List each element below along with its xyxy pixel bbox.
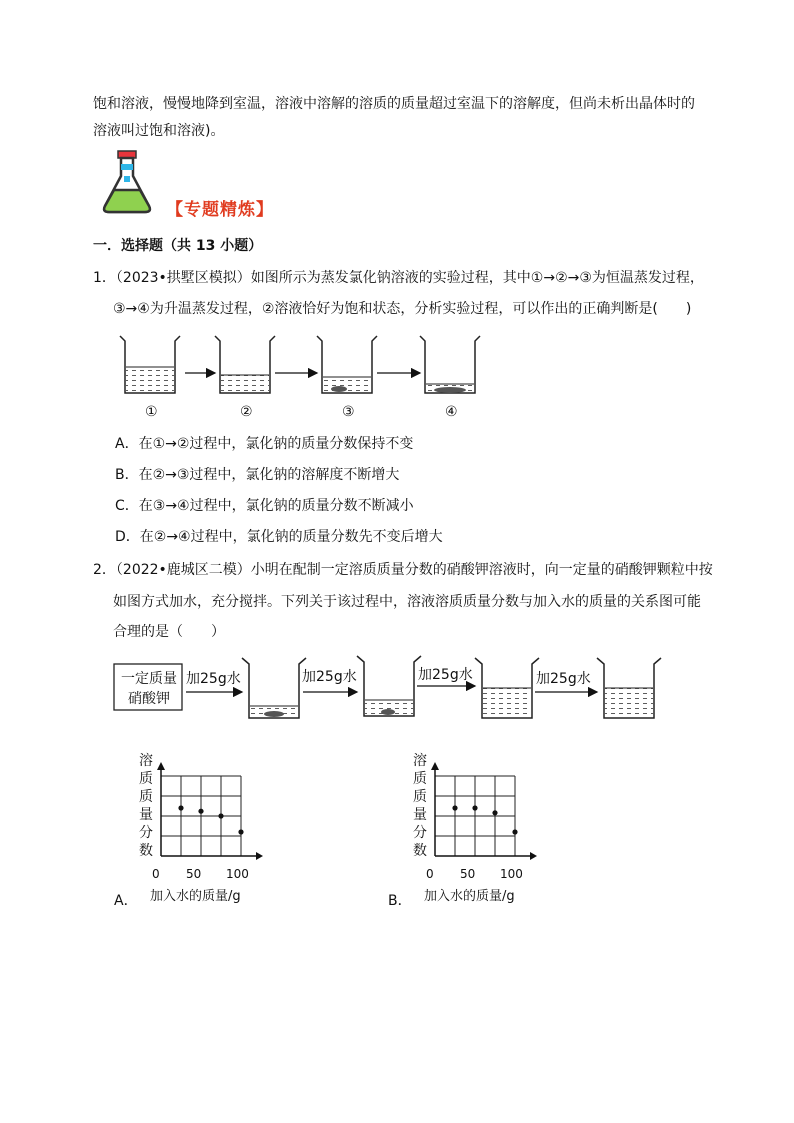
- beaker-label-4: ④: [445, 404, 458, 420]
- data-point: [198, 809, 203, 814]
- data-point: [472, 805, 477, 810]
- q1-beaker-diagram: [115, 333, 485, 408]
- data-point: [218, 813, 223, 818]
- chart-a: [156, 766, 266, 866]
- beaker-label-3: ③: [342, 404, 355, 420]
- q1-option-c[interactable]: C．在③→④过程中，氯化钠的质量分数不断减小: [115, 498, 414, 514]
- q1-option-d[interactable]: D．在②→④过程中，氯化钠的质量分数先不变后增大: [115, 529, 443, 545]
- data-point: [492, 810, 497, 815]
- section-banner-title: 【专题精炼】: [166, 200, 274, 220]
- q1-option-b[interactable]: B．在②→③过程中，氯化钠的溶解度不断增大: [115, 467, 400, 483]
- q2-option-b[interactable]: B．: [388, 893, 412, 909]
- beaker-2: [215, 336, 275, 393]
- chart-b-tick-0: 0: [426, 867, 434, 881]
- chart-b-tick-50: 50: [460, 867, 476, 881]
- data-point: [178, 805, 183, 810]
- chart-a-xlabel: 加入水的质量/g: [150, 889, 241, 904]
- beaker-3: [317, 336, 377, 393]
- chart-a-tick-0: 0: [152, 867, 160, 881]
- q2-beaker-4: [597, 658, 661, 718]
- chart-b-tick-100: 100: [500, 867, 523, 881]
- q2-arrow-label-3: 加25g水: [418, 667, 473, 683]
- beaker-1: [120, 336, 180, 393]
- data-point: [452, 805, 457, 810]
- x-axis-arrow: [256, 852, 263, 860]
- q2-beaker-2: [357, 656, 421, 716]
- q2-stem-line-3: 合理的是（ ）: [113, 624, 225, 640]
- q2-stem-line-2: 如图方式加水，充分搅拌。下列关于该过程中，溶液溶质质量分数与加入水的质量的关系图可能: [113, 594, 701, 610]
- q2-arrow-label-2: 加25g水: [302, 669, 357, 685]
- intro-line-1: 饱和溶液，慢慢地降到室温，溶液中溶解的溶质的质量超过室温下的溶解度，但尚未析出晶体时的: [93, 96, 695, 112]
- y-axis-arrow: [431, 762, 439, 770]
- q1-stem-line-2: ③→④为升温蒸发过程，②溶液恰好为饱和状态，分析实验过程，可以作出的正确判断是( ): [113, 301, 692, 317]
- chart-a-ylabel: 溶 质 质 量 分 数: [139, 753, 153, 859]
- q2-process-diagram: [114, 656, 659, 721]
- beaker-label-1: ①: [145, 404, 158, 420]
- chart-b: [430, 766, 540, 866]
- chart-a-tick-100: 100: [226, 867, 249, 881]
- q2-option-a[interactable]: A．: [114, 893, 138, 909]
- section-heading: 一．选择题（共 13 小题）: [93, 238, 263, 254]
- chart-b-xlabel: 加入水的质量/g: [424, 889, 515, 904]
- x-axis-arrow: [530, 852, 537, 860]
- q2-box-line-1: 一定质量: [121, 671, 177, 687]
- q2-box-line-2: 硝酸钾: [128, 691, 170, 707]
- q1-option-a[interactable]: A．在①→②过程中，氯化钠的质量分数保持不变: [115, 436, 414, 452]
- q2-stem-line-1: 2．（2022•鹿城区二模）小明在配制一定溶质质量分数的硝酸钾溶液时，向一定量的硝酸钾颗粒中按: [93, 562, 713, 578]
- q2-beaker-1: [242, 658, 306, 718]
- data-point: [238, 829, 243, 834]
- intro-line-2: 溶液叫过饱和溶液)。: [93, 123, 225, 139]
- chart-a-tick-50: 50: [186, 867, 202, 881]
- q2-arrow-label-1: 加25g水: [186, 671, 241, 687]
- q2-arrow-label-4: 加25g水: [536, 671, 591, 687]
- chart-b-ylabel: 溶 质 质 量 分 数: [413, 753, 427, 859]
- q2-beaker-3: [475, 658, 539, 718]
- beaker-4: [420, 336, 480, 393]
- y-axis-arrow: [157, 762, 165, 770]
- flask-icon: [100, 150, 160, 216]
- q1-stem-line-1: 1．（2023•拱墅区模拟）如图所示为蒸发氯化钠溶液的实验过程，其中①→②→③为恒温蒸发过程，: [93, 270, 704, 286]
- data-point: [512, 829, 517, 834]
- beaker-label-2: ②: [240, 404, 253, 420]
